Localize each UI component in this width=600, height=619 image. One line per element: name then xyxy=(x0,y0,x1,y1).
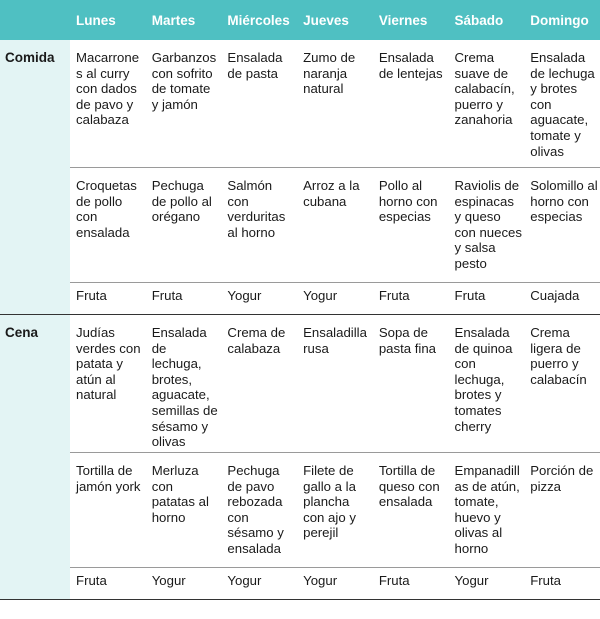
dish-cell: Ensalada de lentejas xyxy=(373,40,449,168)
dish-cell: Raviolis de espinacas y queso con nueces y salsa pesto xyxy=(449,168,525,283)
dish-cell: Ensalada de pasta xyxy=(221,40,297,168)
dish-cell: Solomillo al horno con especias xyxy=(524,168,600,283)
dessert-cell: Yogur xyxy=(221,283,297,315)
meal-label-cena: Cena xyxy=(0,315,70,600)
dessert-cell: Fruta xyxy=(70,568,146,600)
header-day-jueves: Jueves xyxy=(297,0,373,40)
dish-cell: Pechuga de pavo rebozada con sésamo y ensalada xyxy=(221,453,297,568)
dish-cell: Garbanzos con sofrito de tomate y jamón xyxy=(146,40,222,168)
dessert-cell: Fruta xyxy=(146,283,222,315)
dish-cell: Ensaladilla rusa xyxy=(297,315,373,453)
dish-cell: Tortilla de queso con ensalada xyxy=(373,453,449,568)
dessert-cell: Yogur xyxy=(297,568,373,600)
dish-cell: Tortilla de jamón york xyxy=(70,453,146,568)
header-day-martes: Martes xyxy=(146,0,222,40)
dessert-cell: Fruta xyxy=(373,568,449,600)
dish-cell: Salmón con verduritas al horno xyxy=(221,168,297,283)
cena-postre-row xyxy=(0,568,600,600)
dish-cell: Pollo al horno con especias xyxy=(373,168,449,283)
header-corner xyxy=(0,0,70,40)
dessert-cell: Yogur xyxy=(449,568,525,600)
comida-postre-row xyxy=(0,283,600,315)
dessert-cell: Fruta xyxy=(373,283,449,315)
dish-cell: Porción de pizza xyxy=(524,453,600,568)
dessert-cell: Fruta xyxy=(449,283,525,315)
cena-primero-row xyxy=(0,315,600,453)
dish-cell: Crema ligera de puerro y calabacín xyxy=(524,315,600,453)
dish-cell: Ensalada de lechuga, brotes, aguacate, semillas de sésamo y olivas xyxy=(146,315,222,453)
dish-cell: Ensalada de lechuga y brotes con aguacate, tomate y olivas xyxy=(524,40,600,168)
header-day-viernes: Viernes xyxy=(373,0,449,40)
dessert-cell: Yogur xyxy=(146,568,222,600)
dessert-cell: Yogur xyxy=(297,283,373,315)
header-day-lunes: Lunes xyxy=(70,0,146,40)
comida-segundo-row xyxy=(0,168,600,283)
header-day-sabado: Sábado xyxy=(449,0,525,40)
dessert-cell: Yogur xyxy=(221,568,297,600)
dish-cell: Crema de calabaza xyxy=(221,315,297,453)
dish-cell: Croquetas de pollo con ensalada xyxy=(70,168,146,283)
comida-primero-row xyxy=(0,40,600,168)
dish-cell: Zumo de naranja natural xyxy=(297,40,373,168)
dish-cell: Empanadillas de atún, tomate, huevo y olivas al horno xyxy=(449,453,525,568)
header-day-domingo: Domingo xyxy=(524,0,600,40)
dish-cell: Crema suave de calabacín, puerro y zanahoria xyxy=(449,40,525,168)
dish-cell: Judías verdes con patata y atún al natural xyxy=(70,315,146,453)
dessert-cell: Fruta xyxy=(524,568,600,600)
header-row xyxy=(0,0,600,40)
dish-cell: Merluza con patatas al horno xyxy=(146,453,222,568)
meal-label-comida: Comida xyxy=(0,40,70,315)
dessert-cell: Fruta xyxy=(70,283,146,315)
header-day-miercoles: Miércoles xyxy=(221,0,297,40)
dish-cell: Arroz a la cubana xyxy=(297,168,373,283)
cena-segundo-row xyxy=(0,453,600,568)
dish-cell: Pechuga de pollo al orégano xyxy=(146,168,222,283)
dish-cell: Filete de gallo a la plancha con ajo y perejil xyxy=(297,453,373,568)
dessert-cell: Cuajada xyxy=(524,283,600,315)
dish-cell: Macarrones al curry con dados de pavo y calabaza xyxy=(70,40,146,168)
dish-cell: Ensalada de quinoa con lechuga, brotes y tomates cherry xyxy=(449,315,525,453)
dish-cell: Sopa de pasta fina xyxy=(373,315,449,453)
